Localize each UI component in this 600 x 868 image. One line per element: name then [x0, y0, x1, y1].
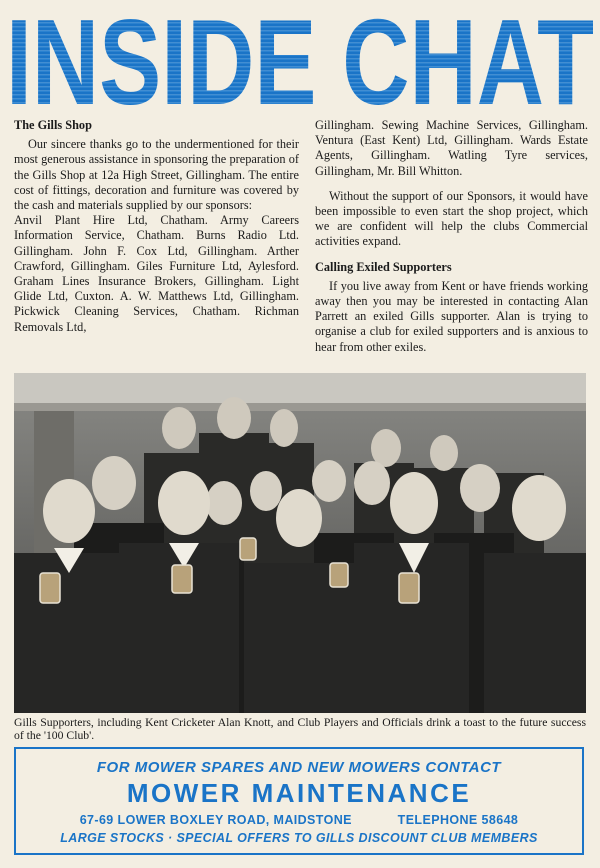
article-heading-gills-shop: The Gills Shop — [14, 118, 92, 132]
article-paragraph: Our sincere thanks go to the undermentioned for their most generous assistance in sponsoring the preparation of the Gills Shop at 12a High Street, Gillingham. The entire cost of fittings, decoration and furniture was covered by the cash and materials supplied by our sponsors: — [14, 137, 299, 213]
article-paragraph-sponsors-thanks: Without the support of our Sponsors, it would have been impossible to even start the shop project, which we are confident will help the clubs Commercial activities expand. — [315, 188, 588, 249]
advert-contact-line — [16, 813, 582, 827]
advert-tagline: FOR MOWER SPARES AND NEW MOWERS CONTACT — [96, 759, 502, 776]
photo-caption: Gills Supporters, including Kent Cricketer Alan Knott, and Club Players and Officials drink a toast to the future success of the '100 Club'. — [14, 716, 586, 742]
advert-address: 67-69 LOWER BOXLEY ROAD, MAIDSTONE — [79, 813, 352, 827]
left-column — [14, 118, 299, 335]
masthead-title — [0, 0, 600, 112]
advert-offers: LARGE STOCKS · SPECIAL OFFERS TO GILLS DISCOUNT CLUB MEMBERS — [60, 831, 538, 845]
group-photo — [14, 373, 586, 713]
group-photo-illustration — [14, 373, 586, 713]
advertisement — [14, 747, 584, 855]
sponsor-list: Anvil Plant Hire Ltd, Chatham. Army Careers Information Service, Chatham. Burns Radio Ltd. Gillingham. John F. Cox Ltd, Gillingham. Arther Crawford, Gillingham. Giles Furniture Ltd, Aylesford. Graham Lines Insurance Brokers, Gillingham. Light Glide Ltd, Cuxton. A. W. Matthews Ltd, Gillingham. Pickwick Cleaning Services, Chatham. Richman Removals Ltd, — [14, 213, 299, 334]
article-heading-exiled-supporters: Calling Exiled Supporters — [315, 259, 452, 274]
masthead-text: INSIDE CHAT — [6, 0, 594, 112]
advert-company-name: MOWER MAINTENANCE — [126, 778, 472, 808]
advert-telephone: TELEPHONE 58648 — [397, 813, 519, 827]
right-column — [315, 118, 588, 355]
article-paragraph-exiled: If you live away from Kent or have friends working away then you may be interested in contacting Alan Parrett an exiled Gills supporter. Alan is trying to organise a club for exiled supporters and is anxious to hear from other exiles. — [315, 278, 588, 354]
sponsor-list-continued: Gillingham. Sewing Machine Services, Gillingham. Ventura (East Kent) Ltd, Gillingham. Wards Estate Agents, Gillingham. Watling Tyre services, Gillingham, Mr. Bill Whitton. — [315, 118, 588, 178]
masthead — [0, 0, 600, 112]
